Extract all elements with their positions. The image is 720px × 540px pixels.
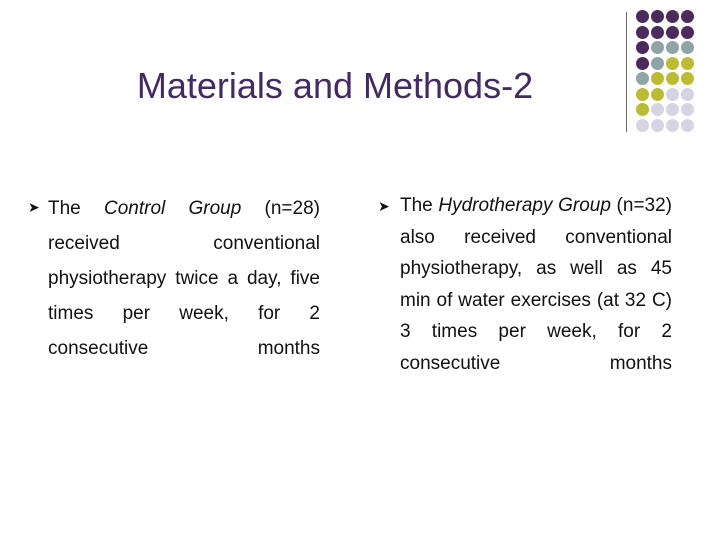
decorative-dot: [636, 10, 649, 23]
decorative-dot: [666, 41, 679, 54]
right-column: [378, 190, 672, 411]
arrowhead-bullet-icon: ➤: [28, 199, 40, 215]
text-run: The: [400, 195, 439, 216]
text-run: (n=32) also received conventional physiotherapy, as well as 45 min of water exercises (at 32 C) 3 times per week, for 2 consecutive months: [400, 195, 672, 374]
decorative-dot: [651, 41, 664, 54]
italic-text-run: Control Group: [103, 198, 242, 219]
decorative-dot: [651, 10, 664, 23]
decorative-dot: [666, 10, 679, 23]
arrowhead-bullet-icon: ➤: [378, 198, 390, 214]
decorative-dot: [681, 26, 694, 39]
control-group-text: [48, 191, 320, 401]
left-column: [28, 191, 320, 401]
decorative-dot: [681, 103, 694, 116]
decorative-dot: [681, 10, 694, 23]
decorative-dot: [636, 119, 649, 132]
decorative-dot: [681, 41, 694, 54]
decorative-dot: [681, 88, 694, 101]
decorative-dot: [651, 119, 664, 132]
decorative-dot: [636, 41, 649, 54]
text-run: (n=28) received conventional physiotherapy twice a day, five times per week, for 2 consecutive months: [48, 198, 320, 359]
slide-title: Materials and Methods-2: [136, 65, 534, 106]
decorative-dot: [666, 26, 679, 39]
decorative-dot: [636, 26, 649, 39]
italic-text-run: Hydrotherapy Group: [438, 195, 611, 216]
decorative-dot: [681, 119, 694, 132]
decorative-dot: [666, 119, 679, 132]
decorative-dot: [681, 57, 694, 70]
decorative-dot: [681, 72, 694, 85]
text-run: The: [48, 198, 104, 219]
decorative-dot: [651, 26, 664, 39]
hydrotherapy-group-text: [400, 190, 672, 411]
